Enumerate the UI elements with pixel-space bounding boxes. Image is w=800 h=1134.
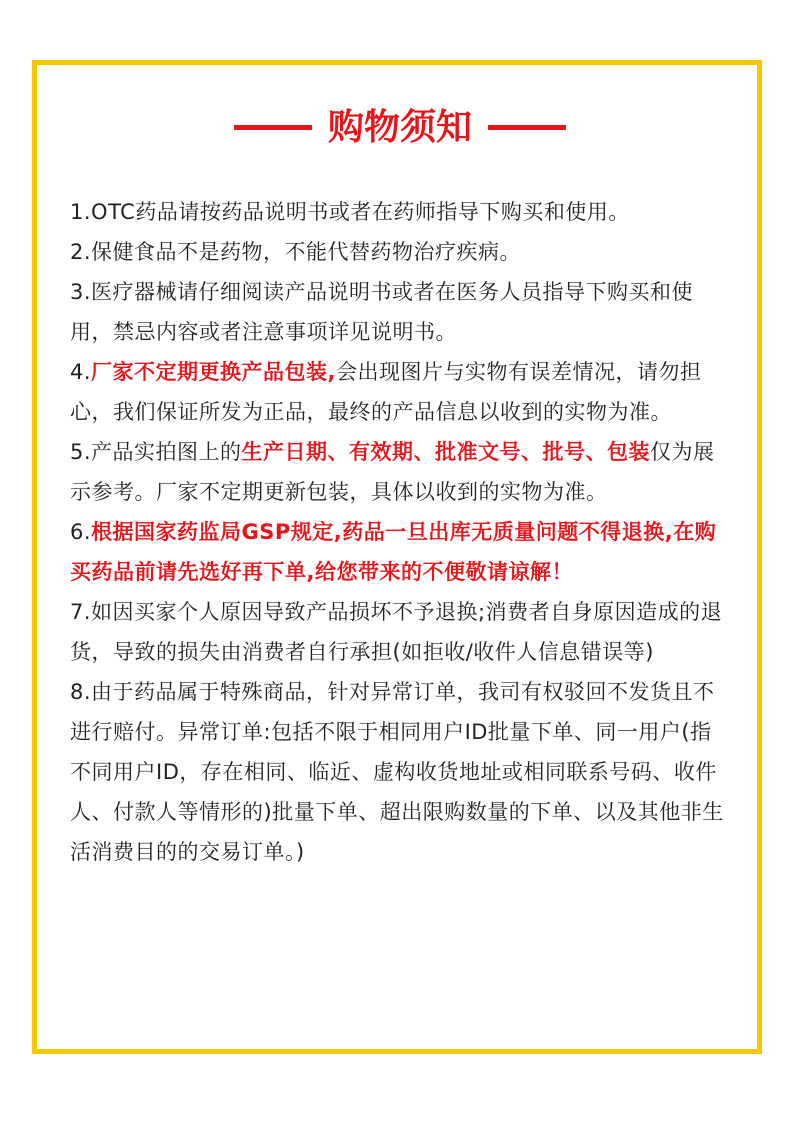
item-text: 医疗器械请仔细阅读产品说明书或者在医务人员指导下购买和使用，禁忌内容或者注意事项详见说明书。 bbox=[70, 280, 694, 344]
notice-list bbox=[70, 192, 730, 872]
item-number: 1. bbox=[70, 200, 92, 224]
item-number: 6. bbox=[70, 520, 92, 544]
item-text: OTC药品请按药品说明书或者在药师指导下购买和使用。 bbox=[91, 200, 630, 224]
item-highlight: 根据国家药监局GSP规定,药品一旦出库无质量问题不得退换,在购买药品前请先选好再下单,给您带来的不便敬请谅解！ bbox=[70, 520, 717, 584]
item-text: 仅为展示参考。厂家不定期更新包装，具体以收到的实物为准。 bbox=[70, 440, 715, 504]
item-text: 如因买家个人原因导致产品损坏不予退换;消费者自身原因造成的退货，导致的损失由消费者自行承担(如拒收/收件人信息错误等) bbox=[70, 600, 723, 664]
notice-item-7 bbox=[70, 592, 730, 672]
item-text: 保健食品不是药物，不能代替药物治疗疾病。 bbox=[91, 240, 522, 264]
item-number: 4. bbox=[70, 360, 92, 384]
item-pre-text: 产品实拍图上的 bbox=[91, 440, 242, 464]
notice-item-5 bbox=[70, 432, 730, 512]
title-dash-left bbox=[234, 125, 312, 130]
notice-item-4 bbox=[70, 352, 730, 432]
notice-item-1 bbox=[70, 192, 730, 232]
notice-item-2 bbox=[70, 232, 730, 272]
item-highlight: 厂家不定期更换产品包装, bbox=[91, 360, 337, 384]
notice-item-3 bbox=[70, 272, 730, 352]
item-text: 会出现图片与实物有误差情况，请勿担心，我们保证所发为正品，最终的产品信息以收到的实物为准。 bbox=[70, 360, 702, 424]
title-text: 购物须知 bbox=[327, 107, 472, 148]
item-highlight: 生产日期、有效期、批准文号、批号、包装 bbox=[241, 440, 651, 464]
title-dash-right bbox=[488, 125, 566, 130]
item-number: 3. bbox=[70, 280, 92, 304]
notice-item-6 bbox=[70, 512, 730, 592]
item-number: 2. bbox=[70, 240, 92, 264]
notice-item-8 bbox=[70, 672, 730, 872]
item-number: 5. bbox=[70, 440, 92, 464]
page-title bbox=[0, 100, 800, 156]
item-number: 7. bbox=[70, 600, 92, 624]
item-text: 由于药品属于特殊商品，针对异常订单，我司有权驳回不发货且不进行赔付。异常订单:包括不限于相同用户ID批量下单、同一用户(指不同用户ID，存在相同、临近、虚构收货地址或相同联系号码、收件人、付款人等情形的)批量下单、超出限购数量的下单、以及其他非生活消费目的的交易订单。) bbox=[70, 680, 724, 864]
item-number: 8. bbox=[70, 680, 92, 704]
